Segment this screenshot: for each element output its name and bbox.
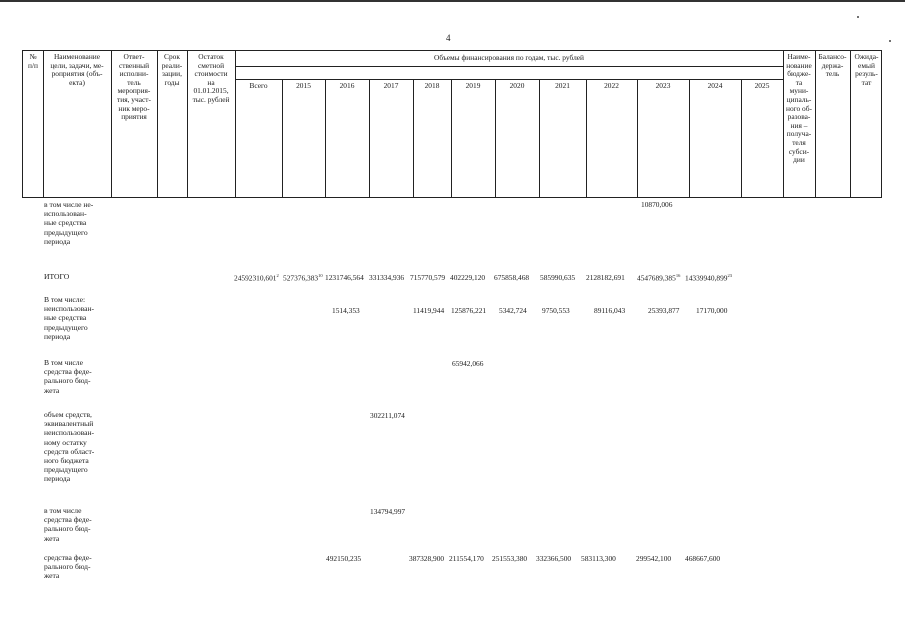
row-label: объем средств, эквивалентный неиспользован- ному остатку средств област- ного бюджета предыдущего периода [44,410,95,484]
header-col-balance: Остаток сметной стоимости на 01.01.2015, тыс. рублей [192,52,230,104]
header-financing-group: Объемы финансирования по годам, тыс. рублей [433,53,584,62]
cell-2016: 492150,235 [326,554,362,563]
scan-speck [889,40,891,42]
cell-2017: 302211,074 [370,411,405,420]
header-col-result: Ожида- емый резуль- тат [854,52,879,87]
header-col-period: Срок реали- зации, годы [161,52,183,87]
top-border-line [0,0,905,2]
header-col-year: 2018 [424,81,440,90]
cell-2015: 527376,383$^{10}$ [283,273,323,283]
row-label: В том числе: неиспользован- ные средства предыдущего периода [44,295,95,341]
header-col-budget: Наиме- нование бюдже- та муни- ципаль- ного об- разова- ния – получа- теля субси- дии [786,52,812,165]
cell-2020: 5342,724 [499,306,527,315]
cell-2018: 715770,579 [410,273,446,282]
header-col-year: 2023 [655,81,671,90]
cell-2023: 10870,006 [641,200,673,209]
header-col-name: Наименование цели, задачи, ме- роприятия (объ- екта) [50,52,104,87]
cell-2019: 211554,170 [449,554,484,563]
header-col-year: 2021 [555,81,570,90]
cell-2022: 2128182,691 [586,273,625,282]
header-col-total: Всего [249,81,268,90]
cell-2018: 387328,900 [409,554,445,563]
cell-2021: 585990,635 [540,273,576,282]
cell-2016: 1231746,564 [325,273,364,282]
row-label-total: ИТОГО [44,272,70,281]
header-col-year: 2020 [509,81,525,90]
cell-2023: 25393,877 [648,306,680,315]
row-label: в том числе средства феде- рального бюд- жета [44,506,92,543]
cell-2017: 331334,936 [369,273,405,282]
cell-2024: 468667,600 [685,554,721,563]
cell-2018: 11419,944 [413,306,445,315]
page-number: 4 [446,33,451,43]
header-col-year: 2025 [754,81,770,90]
cell-2019: 402229,120 [450,273,486,282]
cell-2022: 583113,300 [581,554,616,563]
header-col-year: 2016 [339,81,355,90]
table-header [22,50,882,198]
header-col-number: № п/п [28,52,38,70]
cell-2021: 9750,553 [542,306,570,315]
scan-speck [857,16,859,18]
cell-2019: 125876,221 [451,306,487,315]
cell-2024: 17170,000 [696,306,728,315]
header-col-holder: Балансо- держа- тель [818,52,847,79]
cell-2021: 332366,500 [536,554,572,563]
row-label: в том числе не- использован- ные средства предыдущего периода [44,200,94,246]
cell-2016: 1514,353 [332,306,360,315]
header-col-year: 2019 [465,81,481,90]
cell-2020: 675858,468 [494,273,530,282]
header-col-year: 2022 [604,81,619,90]
cell-2023: 299542,100 [636,554,672,563]
header-col-responsible: Ответ- ственный исполни- тель мероприя- тия, участ- ник меро- приятия [117,52,151,122]
header-col-year: 2024 [707,81,723,90]
cell-2022: 89116,043 [594,306,626,315]
header-col-year: 2017 [383,81,399,90]
header-col-year: 2015 [296,81,311,90]
row-label: В том числе средства феде- рального бюд- жета [44,358,92,395]
cell-2023: 4547689,385$^{16}$ [637,273,681,283]
cell-2017: 134794,997 [370,507,406,516]
cell-2019: 65942,066 [452,359,484,368]
cell-2024: 14339940,899$^{23}$ [685,273,732,283]
cell-total: 24592310,601$^2$ [234,273,279,283]
cell-2020: 251553,380 [492,554,528,563]
row-label: средства феде- рального бюд- жета [44,553,92,581]
